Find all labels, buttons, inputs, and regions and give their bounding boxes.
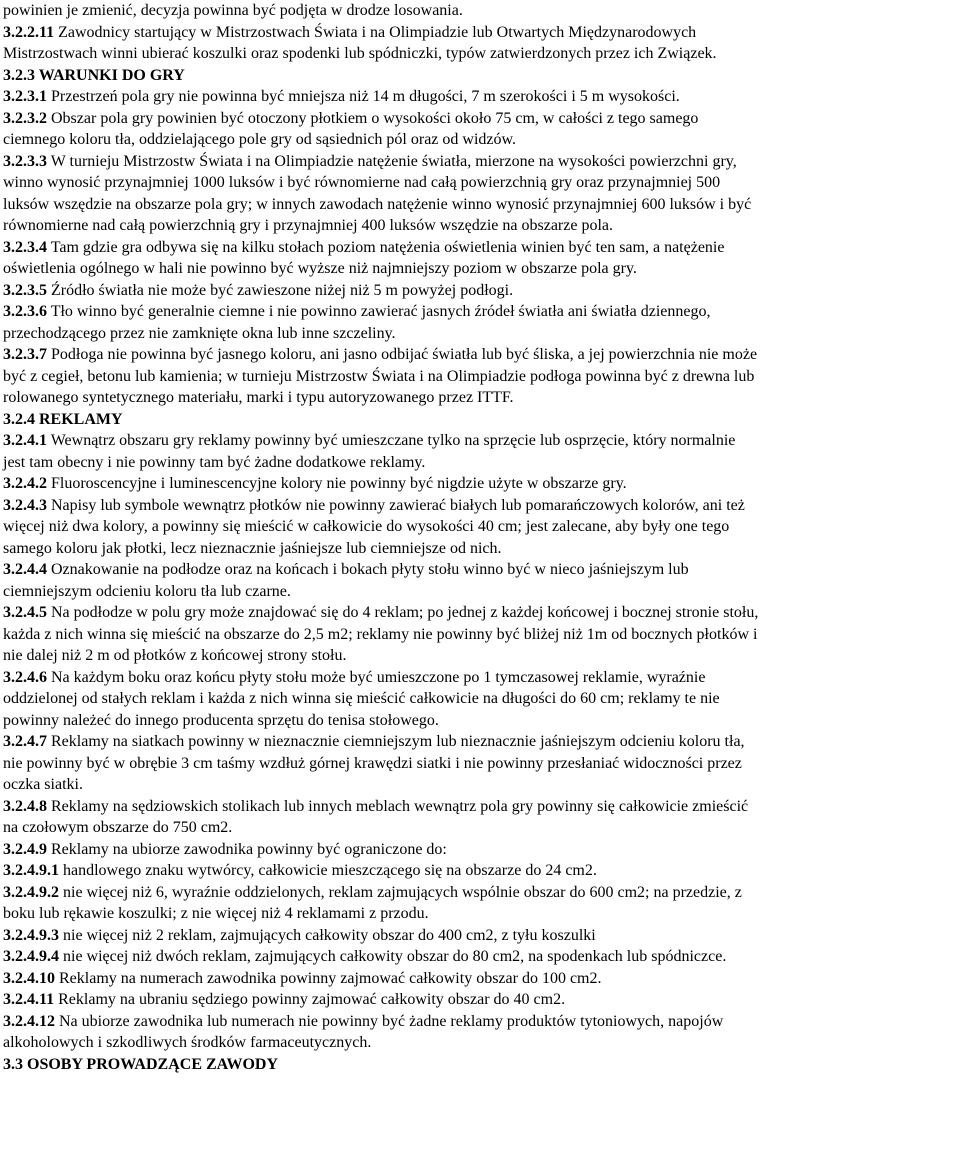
section-number: 3.2.4.1 xyxy=(3,432,47,449)
section-number: 3.2.3 WARUNKI DO GRY xyxy=(3,66,185,84)
section-number: 3.2.3.3 xyxy=(3,152,47,170)
paragraph-text: przechodzącego przez nie zamknięte okna lub inne szczeliny. xyxy=(3,324,396,342)
section-number: 3.2.4.9.2 xyxy=(3,883,59,901)
section-number: 3.2.4.9 xyxy=(3,840,47,858)
text-line xyxy=(3,473,960,495)
text-line xyxy=(3,581,960,603)
section-number: 3.2.4.7 xyxy=(3,733,47,750)
section-number: 3.2.2.11 xyxy=(3,23,55,41)
paragraph-text: Na każdym boku oraz końcu płyty stołu może być umieszczone po 1 tymczasowej reklamie, wyraźnie xyxy=(47,668,706,686)
text-line xyxy=(3,645,960,667)
text-line xyxy=(3,258,960,280)
text-line xyxy=(3,538,960,560)
text-line xyxy=(3,22,960,44)
text-line xyxy=(3,194,960,216)
section-number: 3.2.3.1 xyxy=(3,88,47,105)
paragraph-text: alkoholowych i szkodliwych środków farmaceutycznych. xyxy=(3,1034,372,1051)
text-line xyxy=(3,215,960,237)
section-number: 3.2.4.4 xyxy=(3,561,47,578)
text-line xyxy=(3,774,960,796)
text-line xyxy=(3,796,960,818)
paragraph-text: Fluoroscencyjne i luminescencyjne kolory nie powinny być nigdzie użyte w obszarze gry. xyxy=(47,475,627,492)
paragraph-text: Na ubiorze zawodnika lub numerach nie powinny być żadne reklamy produktów tytoniowych, napojów xyxy=(55,1012,724,1030)
paragraph-text: nie więcej niż 2 reklam, zajmujących całkowity obszar do 400 cm2, z tyłu koszulki xyxy=(59,926,596,944)
paragraph-text: Podłoga nie powinna być jasnego koloru, ani jasno odbijać światła lub być śliska, a jej powierzchnia nie może xyxy=(47,346,758,363)
section-number: 3.2.4.8 xyxy=(3,797,47,815)
paragraph-text: boku lub rękawie koszulki; z nie więcej niż 4 reklamami z przodu. xyxy=(3,905,429,922)
section-number: 3.3 OSOBY PROWADZĄCE ZAWODY xyxy=(3,1055,278,1073)
section-number: 3.2.3.4 xyxy=(3,238,47,256)
text-line xyxy=(3,344,960,366)
paragraph-text: Tło winno być generalnie ciemne i nie powinno zawierać jasnych źródeł światła ani światła dziennego, xyxy=(47,303,711,320)
paragraph-text: oddzielonej od stałych reklam i każda z nich winna się mieścić całkowicie na długości do 60 cm; reklamy te nie xyxy=(3,690,720,707)
text-line xyxy=(3,129,960,151)
section-number: 3.2.3.6 xyxy=(3,303,47,320)
paragraph-text: więcej niż dwa kolory, a powinny się mieścić w całkowicie do wysokości 40 cm; jest zalecane, aby były one tego xyxy=(3,518,730,535)
section-number: 3.2.4 REKLAMY xyxy=(3,410,123,428)
section-number: 3.2.4.5 xyxy=(3,604,47,621)
text-line xyxy=(3,1011,960,1033)
text-line xyxy=(3,516,960,538)
paragraph-text: oświetlenia ogólnego w hali nie powinno być wyższe niż najmniejszy poziom w obszarze pola gry. xyxy=(3,260,637,277)
text-line xyxy=(3,860,960,882)
paragraph-text: Reklamy na ubraniu sędziego powinny zajmować całkowity obszar do 40 cm2. xyxy=(54,991,566,1008)
text-line xyxy=(3,1054,960,1076)
section-number: 3.2.3.5 xyxy=(3,281,47,299)
paragraph-text: rolowanego syntetycznego materiału, marki i typu autoryzowanego przez ITTF. xyxy=(3,389,514,406)
paragraph-text: Obszar pola gry powinien być otoczony płotkiem o wysokości około 75 cm, w całości z tego samego xyxy=(47,109,699,127)
paragraph-text: powinny należeć do innego producenta sprzętu do tenisa stołowego. xyxy=(3,711,439,729)
text-line xyxy=(3,882,960,904)
text-line xyxy=(3,65,960,87)
paragraph-text: W turnieju Mistrzostw Świata i na Olimpiadzie natężenie światła, mierzone na wysokości powierzchni gry, xyxy=(47,152,737,170)
paragraph-text: nie dalej niż 2 m od płotków z końcowej strony stołu. xyxy=(3,647,347,664)
text-line xyxy=(3,946,960,968)
paragraph-text: Źródło światła nie może być zawieszone niżej niż 5 m powyżej podłogi. xyxy=(47,281,514,299)
text-line xyxy=(3,731,960,753)
paragraph-text: Zawodnicy startujący w Mistrzostwach Świata i na Olimpiadzie lub Otwartych Międzynarodowych xyxy=(54,23,697,41)
text-line xyxy=(3,86,960,108)
text-line xyxy=(3,753,960,775)
paragraph-text: jest tam obecny i nie powinny tam być żadne dodatkowe reklamy. xyxy=(3,453,426,471)
paragraph-text: oczka siatki. xyxy=(3,776,83,793)
section-number: 3.2.4.9.4 xyxy=(3,948,59,965)
text-line xyxy=(3,710,960,732)
paragraph-text: Tam gdzie gra odbywa się na kilku stołach poziom natężenia oświetlenia winien być ten sam, a natężenie xyxy=(47,238,725,256)
text-line xyxy=(3,151,960,173)
text-line xyxy=(3,43,960,65)
text-line xyxy=(3,559,960,581)
text-line xyxy=(3,108,960,130)
section-number: 3.2.3.2 xyxy=(3,109,47,127)
section-number: 3.2.4.9.1 xyxy=(3,862,59,879)
text-line xyxy=(3,323,960,345)
paragraph-text: na czołowym obszarze do 750 cm2. xyxy=(3,819,233,836)
paragraph-text: Napisy lub symbole wewnątrz płotków nie powinny zawierać białych lub pomarańczowych kolorów, ani też xyxy=(47,496,745,514)
text-line xyxy=(3,430,960,452)
section-number: 3.2.4.12 xyxy=(3,1012,55,1030)
section-number: 3.2.4.3 xyxy=(3,496,47,514)
text-line xyxy=(3,989,960,1011)
text-line xyxy=(3,817,960,839)
paragraph-text: handlowego znaku wytwórcy, całkowicie mieszczącego się na obszarze do 24 cm2. xyxy=(59,862,597,879)
section-number: 3.2.4.6 xyxy=(3,668,47,686)
text-line xyxy=(3,409,960,431)
paragraph-text: ciemniejszym odcieniu koloru tła lub czarne. xyxy=(3,582,291,600)
paragraph-text: powinien je zmienić, decyzja powinna być podjęta w drodze losowania. xyxy=(3,2,463,19)
paragraph-text: Wewnątrz obszaru gry reklamy powinny być umieszczane tylko na sprzęcie lub osprzęcie, który normalnie xyxy=(47,432,736,449)
paragraph-text: Reklamy na sędziowskich stolikach lub innych meblach wewnątrz pola gry powinny się całkowicie zmieścić xyxy=(47,797,749,815)
paragraph-text: winno wynosić przynajmniej 1000 luksów i być równomierne nad całą powierzchnią gry oraz przynajmniej 500 xyxy=(3,174,721,191)
text-line xyxy=(3,280,960,302)
text-line xyxy=(3,688,960,710)
text-line xyxy=(3,387,960,409)
text-line xyxy=(3,667,960,689)
paragraph-text: każda z nich winna się mieścić na obszarze do 2,5 m2; reklamy nie powinny być bliżej niż 1m od bocznych płotków i xyxy=(3,625,758,643)
paragraph-text: nie powinny być w obrębie 3 cm taśmy wzdłuż górnej krawędzi siatki i nie powinny przesłaniać widoczności przez xyxy=(3,754,742,772)
paragraph-text: ciemnego koloru tła, oddzielającego pole gry od sąsiednich pól oraz od widzów. xyxy=(3,131,517,148)
text-line xyxy=(3,839,960,861)
paragraph-text: nie więcej niż 6, wyraźnie oddzielonych, reklam zajmujących wspólnie obszar do 600 cm2; na przedzie, z xyxy=(59,883,742,901)
text-line xyxy=(3,237,960,259)
text-line xyxy=(3,172,960,194)
paragraph-text: luksów wszędzie na obszarze pola gry; w innych zawodach natężenie winno wynosić przynajmniej 600 luksów i być xyxy=(3,195,752,213)
text-line xyxy=(3,495,960,517)
paragraph-text: Oznakowanie na podłodze oraz na końcach i bokach płyty stołu winno być w nieco jaśniejszym lub xyxy=(47,561,689,578)
section-number: 3.2.4.10 xyxy=(3,969,55,987)
paragraph-text: równomierne nad całą powierzchnią gry i przynajmniej 400 luksów wszędzie na obszarze pola. xyxy=(3,217,613,234)
paragraph-text: Na podłodze w polu gry może znajdować się do 4 reklam; po jednej z każdej końcowej i bocznej stronie stołu, xyxy=(47,604,759,621)
paragraph-text: samego koloru jak płotki, lecz nieznacznie jaśniejsze lub ciemniejsze od nich. xyxy=(3,539,502,557)
text-line xyxy=(3,1032,960,1054)
text-line xyxy=(3,366,960,388)
text-line xyxy=(3,602,960,624)
section-number: 3.2.3.7 xyxy=(3,346,47,363)
section-number: 3.2.4.9.3 xyxy=(3,926,59,944)
paragraph-text: nie więcej niż dwóch reklam, zajmujących całkowity obszar do 80 cm2, na spodenkach lub spódniczce. xyxy=(59,948,727,965)
paragraph-text: Reklamy na ubiorze zawodnika powinny być ograniczone do: xyxy=(47,840,447,858)
paragraph-text: Reklamy na numerach zawodnika powinny zajmować całkowity obszar do 100 cm2. xyxy=(55,969,602,987)
text-line xyxy=(3,968,960,990)
paragraph-text: Mistrzostwach winni ubierać koszulki oraz spodenki lub spódniczki, typów zatwierdzonych przez ich Związek. xyxy=(3,45,717,62)
text-line xyxy=(3,301,960,323)
text-line xyxy=(3,624,960,646)
paragraph-text: Reklamy na siatkach powinny w nieznacznie ciemniejszym lub nieznacznie jaśniejszym odcieniu koloru tła, xyxy=(47,733,745,750)
paragraph-text: być z cegieł, betonu lub kamienia; w turnieju Mistrzostw Świata i na Olimpiadzie podłoga powinna być z drewna lub xyxy=(3,367,755,385)
text-line xyxy=(3,452,960,474)
text-line xyxy=(3,925,960,947)
paragraph-text: Przestrzeń pola gry nie powinna być mniejsza niż 14 m długości, 7 m szerokości i 5 m wysokości. xyxy=(47,88,680,105)
section-number: 3.2.4.11 xyxy=(3,991,55,1008)
text-line xyxy=(3,0,960,22)
section-number: 3.2.4.2 xyxy=(3,475,47,492)
text-line xyxy=(3,903,960,925)
